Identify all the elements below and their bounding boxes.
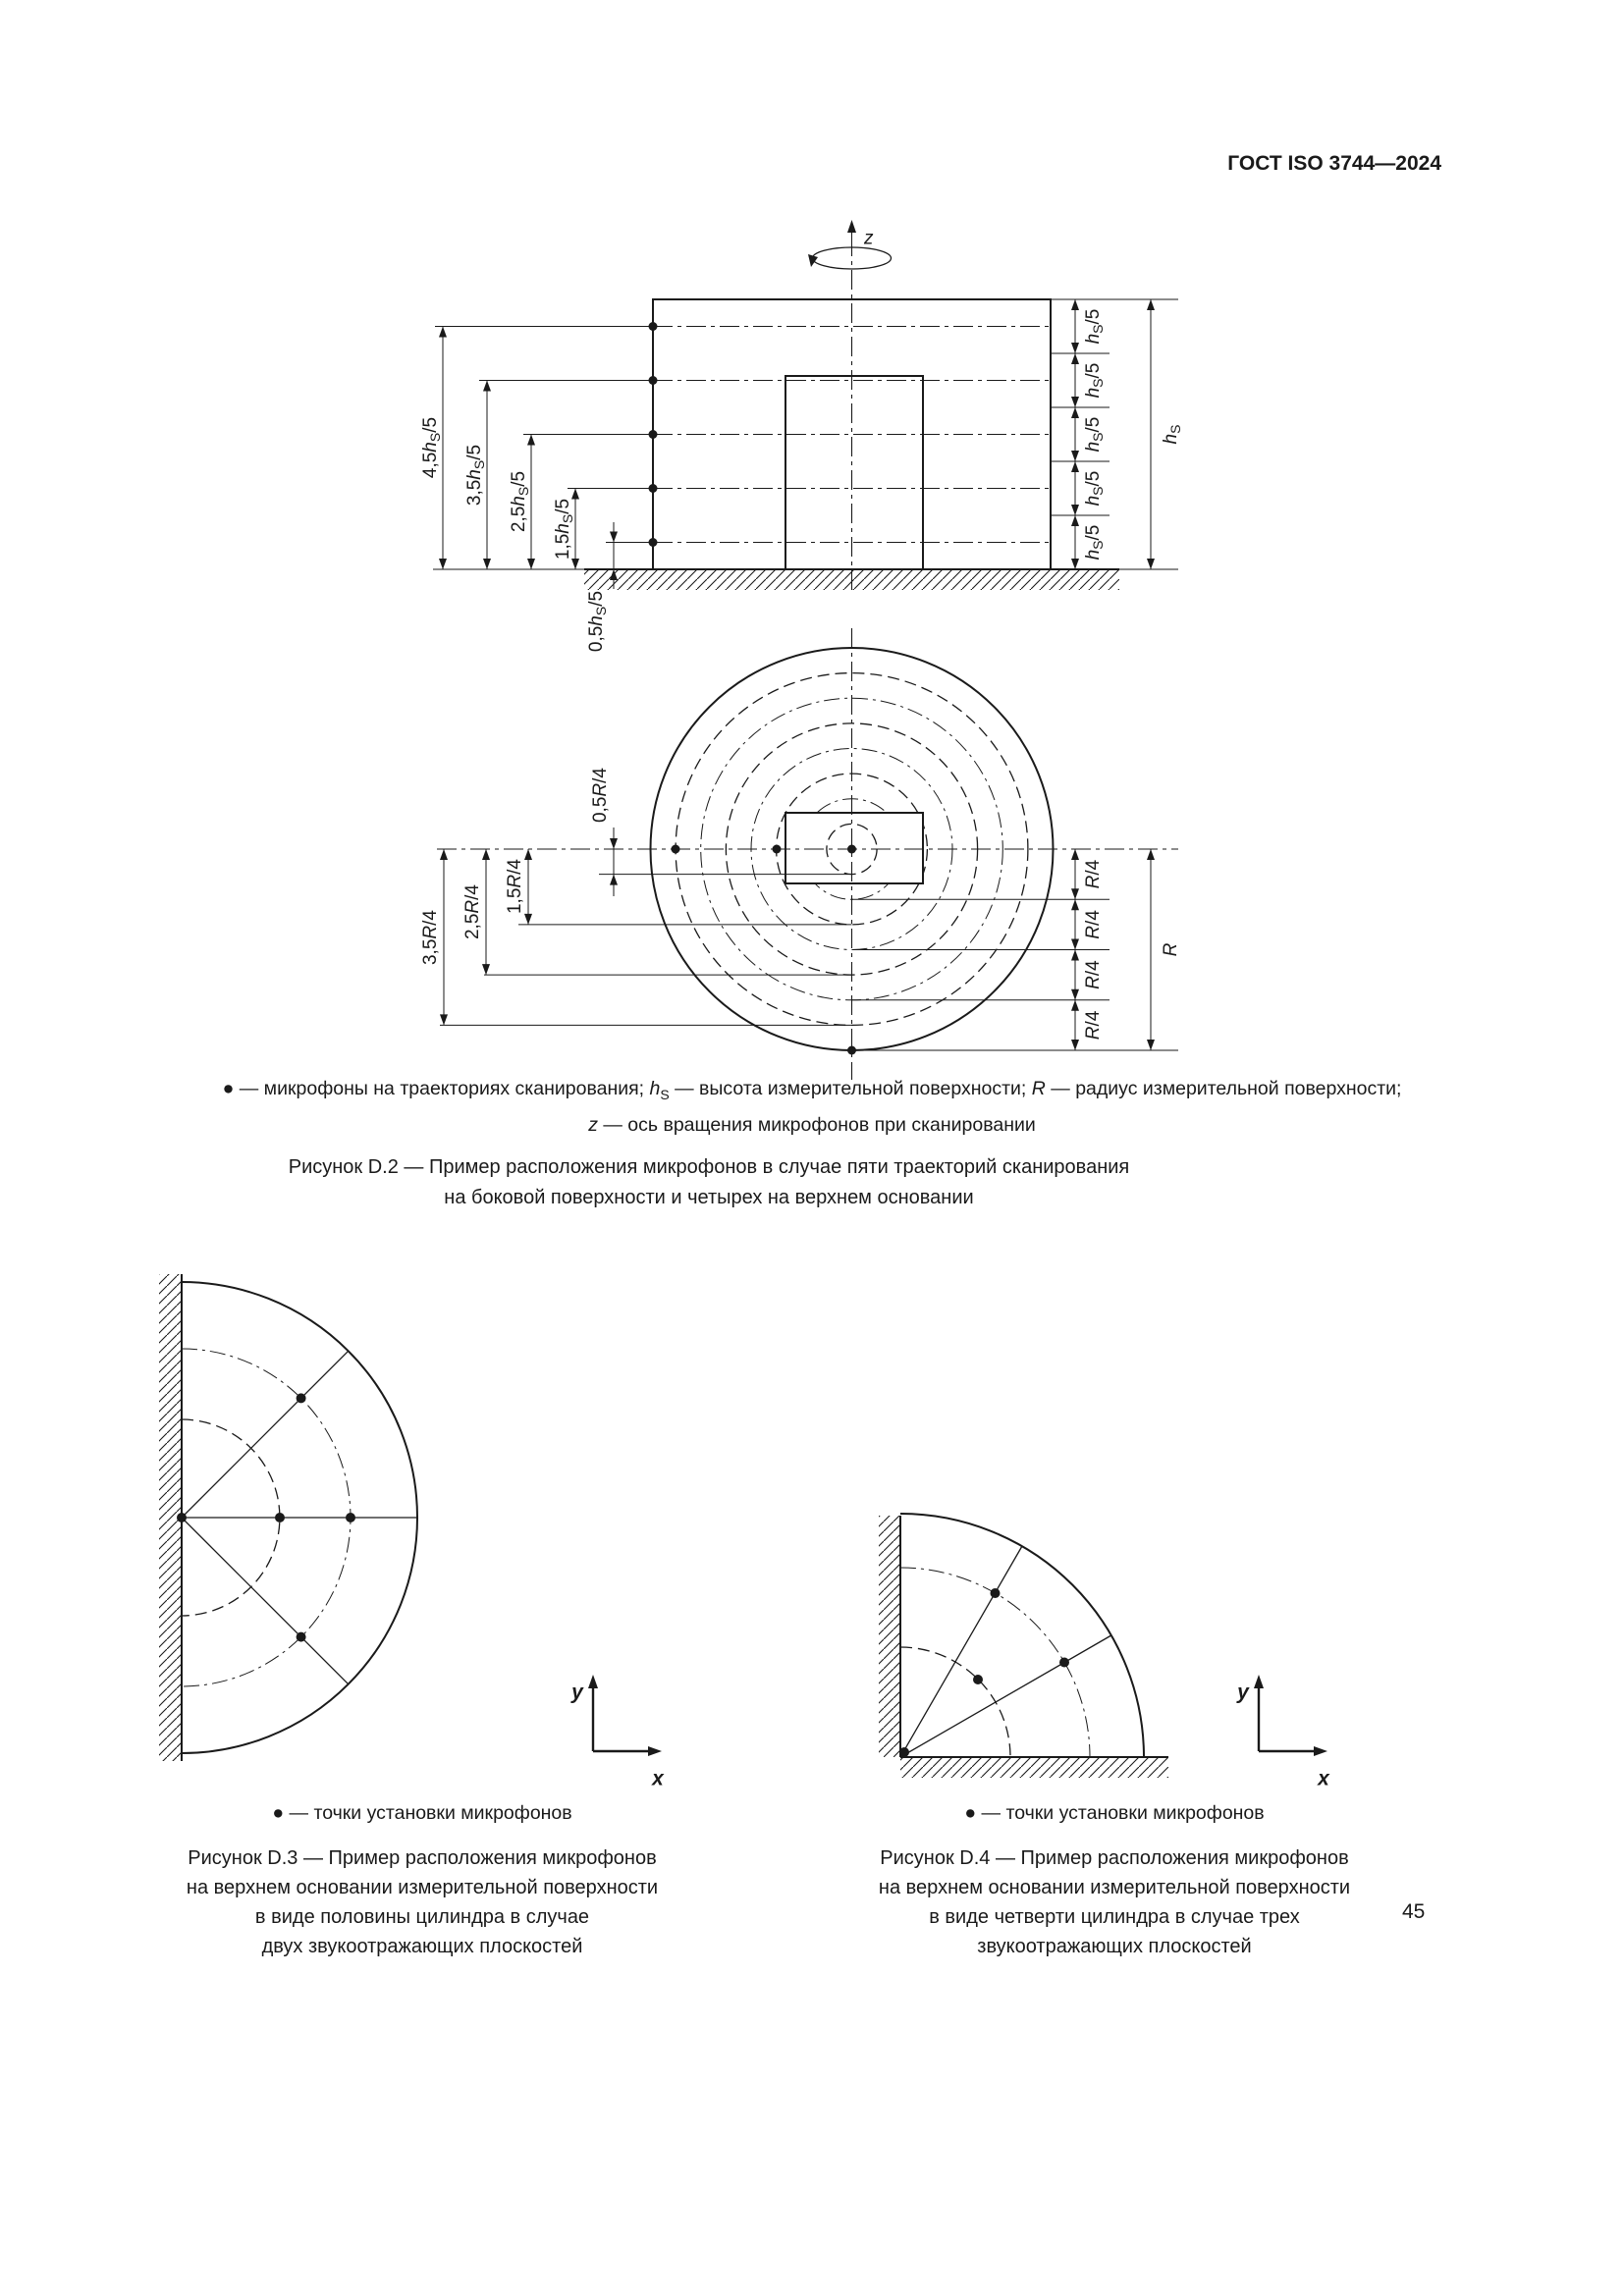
legend-line-1: ● — микрофоны на траекториях сканирования; $h_S$ — высота измерительной поверхности; R — радиус измерительной поверхности; — [222, 1078, 1402, 1102]
microphone-dot — [773, 845, 782, 854]
dim-label: 2,5R/4 — [461, 883, 483, 940]
dim-label: 3,5R/4 — [419, 909, 441, 966]
bullet-icon: ● — [272, 1802, 285, 1824]
microphone-dot — [991, 1588, 1001, 1598]
side-left-dimensions — [420, 327, 654, 653]
caption-line: на верхнем основании измерительной поверхности — [186, 1877, 659, 1898]
dim-label: $h_S/5$ — [1082, 416, 1106, 453]
radial-lines — [900, 1546, 1111, 1757]
dim-label: R — [1160, 942, 1181, 957]
axis-label-x: x — [1318, 1767, 1329, 1790]
dim-label: $h_S$ — [1160, 424, 1183, 445]
floor-hatch — [900, 1758, 1168, 1778]
dim-label: 0,5R/4 — [589, 767, 611, 824]
dim-label: $2,5h_S/5$ — [508, 470, 531, 533]
wall-hatch — [879, 1516, 900, 1757]
dim-label: $3,5h_S/5$ — [463, 444, 487, 507]
dim-label: R/4 — [1082, 1010, 1104, 1041]
dim-label: $h_S/5$ — [1082, 362, 1106, 399]
microphone-dot — [1059, 1658, 1069, 1668]
page-header: ГОСТ ISO 3744—2024 — [1227, 152, 1441, 175]
dim-label: $1,5h_S/5$ — [552, 498, 575, 561]
microphone-dot — [346, 1513, 355, 1522]
dim-label: $4,5h_S/5$ — [419, 416, 443, 479]
figure-d3-legend: ● — точки установки микрофонов — [272, 1802, 572, 1824]
figure-d3-caption — [147, 1843, 697, 1961]
figure-d2-legend — [0, 1074, 1624, 1141]
dim-label: $0,5h_S/5$ — [585, 590, 609, 653]
figure-d2-top-view — [420, 628, 1181, 1080]
caption-line: в виде половины цилиндра в случае — [254, 1906, 590, 1928]
microphone-dot — [672, 845, 680, 854]
caption-line: звукоотражающих плоскостей — [977, 1936, 1252, 1957]
source-box — [785, 376, 923, 569]
microphone-dot — [847, 845, 856, 854]
dim-label: $h_S/5$ — [1082, 524, 1106, 561]
rotation-arrow — [808, 254, 818, 267]
microphone-dot — [899, 1747, 909, 1757]
microphone-dots — [899, 1588, 1069, 1757]
figure-d4-diagram — [879, 1514, 1330, 1790]
microphone-dot — [973, 1675, 983, 1684]
dim-label: R/4 — [1082, 859, 1104, 889]
figure-d4-legend: ● — точки установки микрофонов — [964, 1802, 1265, 1824]
caption-line: на верхнем основании измерительной поверхности — [878, 1877, 1351, 1898]
caption-line: Рисунок D.3 — Пример расположения микрофонов — [188, 1847, 657, 1869]
axis-label-x: x — [652, 1767, 664, 1790]
figure-d2-caption — [137, 1152, 1280, 1213]
caption-line: на боковой поверхности и четырех на верхнем основании — [444, 1187, 974, 1208]
bullet-icon: ● — [222, 1078, 235, 1099]
caption-line: в виде четверти цилиндра в случае трех — [929, 1906, 1300, 1928]
caption-line: Рисунок D.4 — Пример расположения микрофонов — [880, 1847, 1349, 1869]
outer-arc — [900, 1514, 1144, 1757]
z-axis-arrow — [847, 220, 856, 233]
figure-d4-caption — [830, 1843, 1399, 1961]
coordinate-axes — [570, 1675, 665, 1790]
microphone-dot — [275, 1513, 285, 1522]
microphone-dot — [297, 1632, 306, 1642]
page-number: 45 — [1402, 1900, 1426, 1923]
caption-line: Рисунок D.2 — Пример расположения микрофонов в случае пяти траекторий сканирования — [288, 1156, 1130, 1178]
inner-arc — [900, 1647, 1010, 1757]
side-right-dimensions — [1051, 299, 1183, 569]
figure-d2-side-view — [420, 220, 1184, 652]
dim-label: 1,5R/4 — [504, 858, 525, 915]
dim-label: $h_S/5$ — [1082, 308, 1106, 345]
top-left-dimensions — [420, 768, 852, 1026]
dim-label: R/4 — [1082, 910, 1104, 939]
axis-label-z: z — [864, 228, 874, 249]
figure-d3-diagram — [159, 1274, 665, 1790]
microphone-dot — [297, 1393, 306, 1403]
dim-label: $h_S/5$ — [1082, 470, 1106, 507]
legend-line-2: z — ось вращения микрофонов при сканировании — [588, 1113, 1036, 1136]
microphone-dot — [177, 1513, 187, 1522]
caption-line: двух звукоотражающих плоскостей — [261, 1936, 583, 1957]
bullet-icon: ● — [964, 1802, 977, 1824]
axis-label-y: y — [1237, 1681, 1249, 1704]
coordinate-axes — [1236, 1675, 1330, 1790]
dim-label: R/4 — [1082, 960, 1104, 989]
axis-label-y: y — [571, 1681, 583, 1704]
